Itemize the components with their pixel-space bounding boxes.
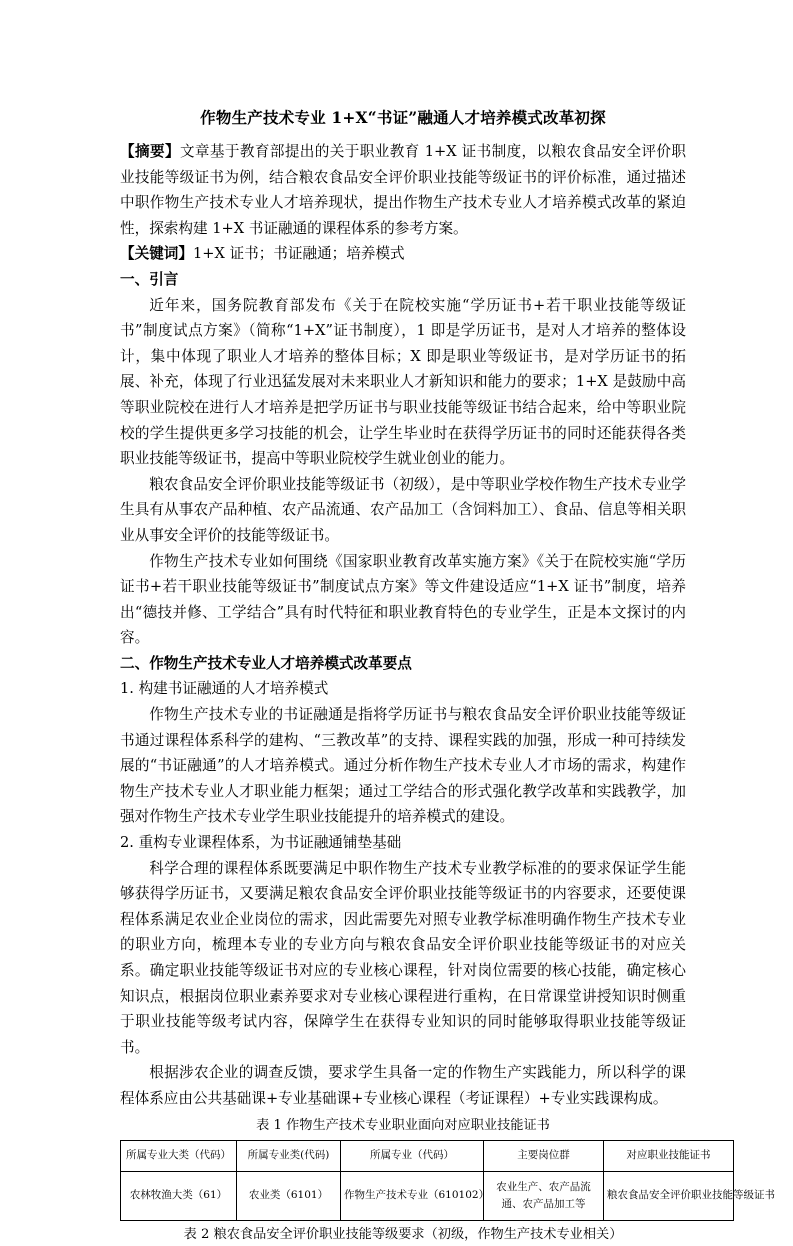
table-row [121,1171,734,1220]
abstract-paragraph [120,139,686,241]
keywords-paragraph [120,241,686,267]
abstract-label: 【摘要】 [120,143,180,160]
table-cell-0-1: 农业类（6101） [237,1171,341,1220]
table-header-cell-3: 主要岗位群 [484,1140,604,1171]
table-header-cell-1: 所属专业类(代码) [237,1140,341,1171]
table-1-caption: 表 1 作物生产技术专业职业面向对应职业技能证书 [256,1117,550,1133]
subsection-heading-2-2: 2. 重构专业课程体系，为书证融通铺垫基础 [120,834,402,852]
table-2-caption: 表 2 粮农食品安全评价职业技能等级要求（初级，作物生产技术专业相关） [183,1226,623,1242]
section-1-paragraph-3: 作物生产技术专业如何围绕《国家职业教育改革实施方案》《关于在院校实施“学历证书+若干职业技能等级证书”制度试点方案》等文件建设适应“1+X 证书”制度，培养出“德技并修、工学结合”具有时代特征和职业教育特色的专业学生，正是本文探讨的内容。 [120,552,686,647]
table-header-cell-2: 所属专业（代码） [341,1140,484,1171]
subsection-2-2-paragraph-1: 科学合理的课程体系既要满足中职作物生产技术专业教学标准的的要求保证学生能够获得学历证书，又要满足粮农食品安全评价职业技能等级证书的内容要求，还要使课程体系满足农业企业岗位的需求，因此需要先对照专业教学标准明确作物生产技术专业的职业方向，梳理本专业的专业方向与粮农食品安全评价职业技能等级证书的对应关系。确定职业技能等级证书对应的专业核心课程，针对岗位需要的核心技能，确定核心知识点，根据岗位职业素养要求对专业核心课程进行重构，在日常课堂讲授知识时侧重于职业技能等级考试内容，保障学生在获得专业知识的同时能够取得职业技能等级证书。 [120,859,686,1056]
subsection-2-1-paragraph-1: 作物生产技术专业的书证融通是指将学历证书与粮农食品安全评价职业技能等级证书通过课程体系科学的建构、“三教改革”的支持、课程实践的加强，形成一种可持续发展的“书证融通”的人才培养模式。通过分析作物生产技术专业人才市场的需求，构建作物生产技术专业人才职业能力框架；通过工学结合的形式强化教学改革和实践教学，加强对作物生产技术专业学生职业技能提升的培养模式的建设。 [120,706,686,826]
table-header-cell-0: 所属专业大类（代码） [121,1140,237,1171]
subsection-2-2-paragraph-2: 根据涉农企业的调查反馈，要求学生具备一定的作物生产实践能力，所以科学的课程体系应由公共基础课+专业基础课+专业核心课程（考证课程）+专业实践课构成。 [120,1064,686,1107]
table-cell-0-2: 作物生产技术专业（610102） [341,1171,484,1220]
section-heading-1: 一、引言 [120,270,179,288]
keywords-text: 1+X 证书；书证融通；培养模式 [192,245,405,263]
section-1-paragraph-1: 近年来，国务院教育部发布《关于在院校实施“学历证书+若干职业技能等级证书”制度试点方案》（简称“1+X”证书制度），1 即是学历证书，是对人才培养的整体设计，集中体现了职业人才培养的整体目标；X 即是职业等级证书，是对学历证书的拓展、补充，体现了行业迅猛发展对未来职业人才新知识和能力的要求；1+X 是鼓励中高等职业院校在进行人才培养是把学历证书与职业技能等级证书结合起来，给中等职业院校的学生提供更多学习技能的机会，让学生毕业时在获得学历证书的同时还能获得各类职业技能等级证书，提高中等职业院校学生就业创业的能力。 [120,296,686,468]
table-header-row [121,1140,734,1171]
section-1-paragraph-2: 粮农食品安全评价职业技能等级证书（初级），是中等职业学校作物生产技术专业学生具有从事农产品种植、农产品流通、农产品加工（含饲料加工）、食品、信息等相关职业从事安全评价的技能等级证书。 [120,475,686,544]
table-cell-0-4: 粮农食品安全评价职业技能等级证书 [604,1171,734,1220]
subsection-heading-2-1: 1. 构建书证融通的人才培养模式 [120,680,329,698]
abstract-text: 文章基于教育部提出的关于职业教育 1+X 证书制度，以粮农食品安全评价职业技能等级证书为例，结合粮农食品安全评价职业技能等级证书的评价标准，通过描述中职作物生产技术专业人才培养现状，提出作物生产技术专业人才培养模式改革的紧迫性，探索构建 1+X 书证融通的课程体系的参考方案。 [120,143,686,237]
page-title: 作物生产技术专业 1+X“书证”融通人才培养模式改革初探 [200,108,606,127]
table-header-cell-4: 对应职业技能证书 [604,1140,734,1171]
keywords-label: 【关键词】 [120,245,193,263]
section-heading-2: 二、作物生产技术专业人才培养模式改革要点 [120,654,412,672]
table-cell-0-3: 农业生产、农产品流通、农产品加工等 [484,1171,604,1220]
table-1 [120,1140,775,1221]
table-cell-0-0: 农林牧渔大类（61） [121,1171,237,1220]
